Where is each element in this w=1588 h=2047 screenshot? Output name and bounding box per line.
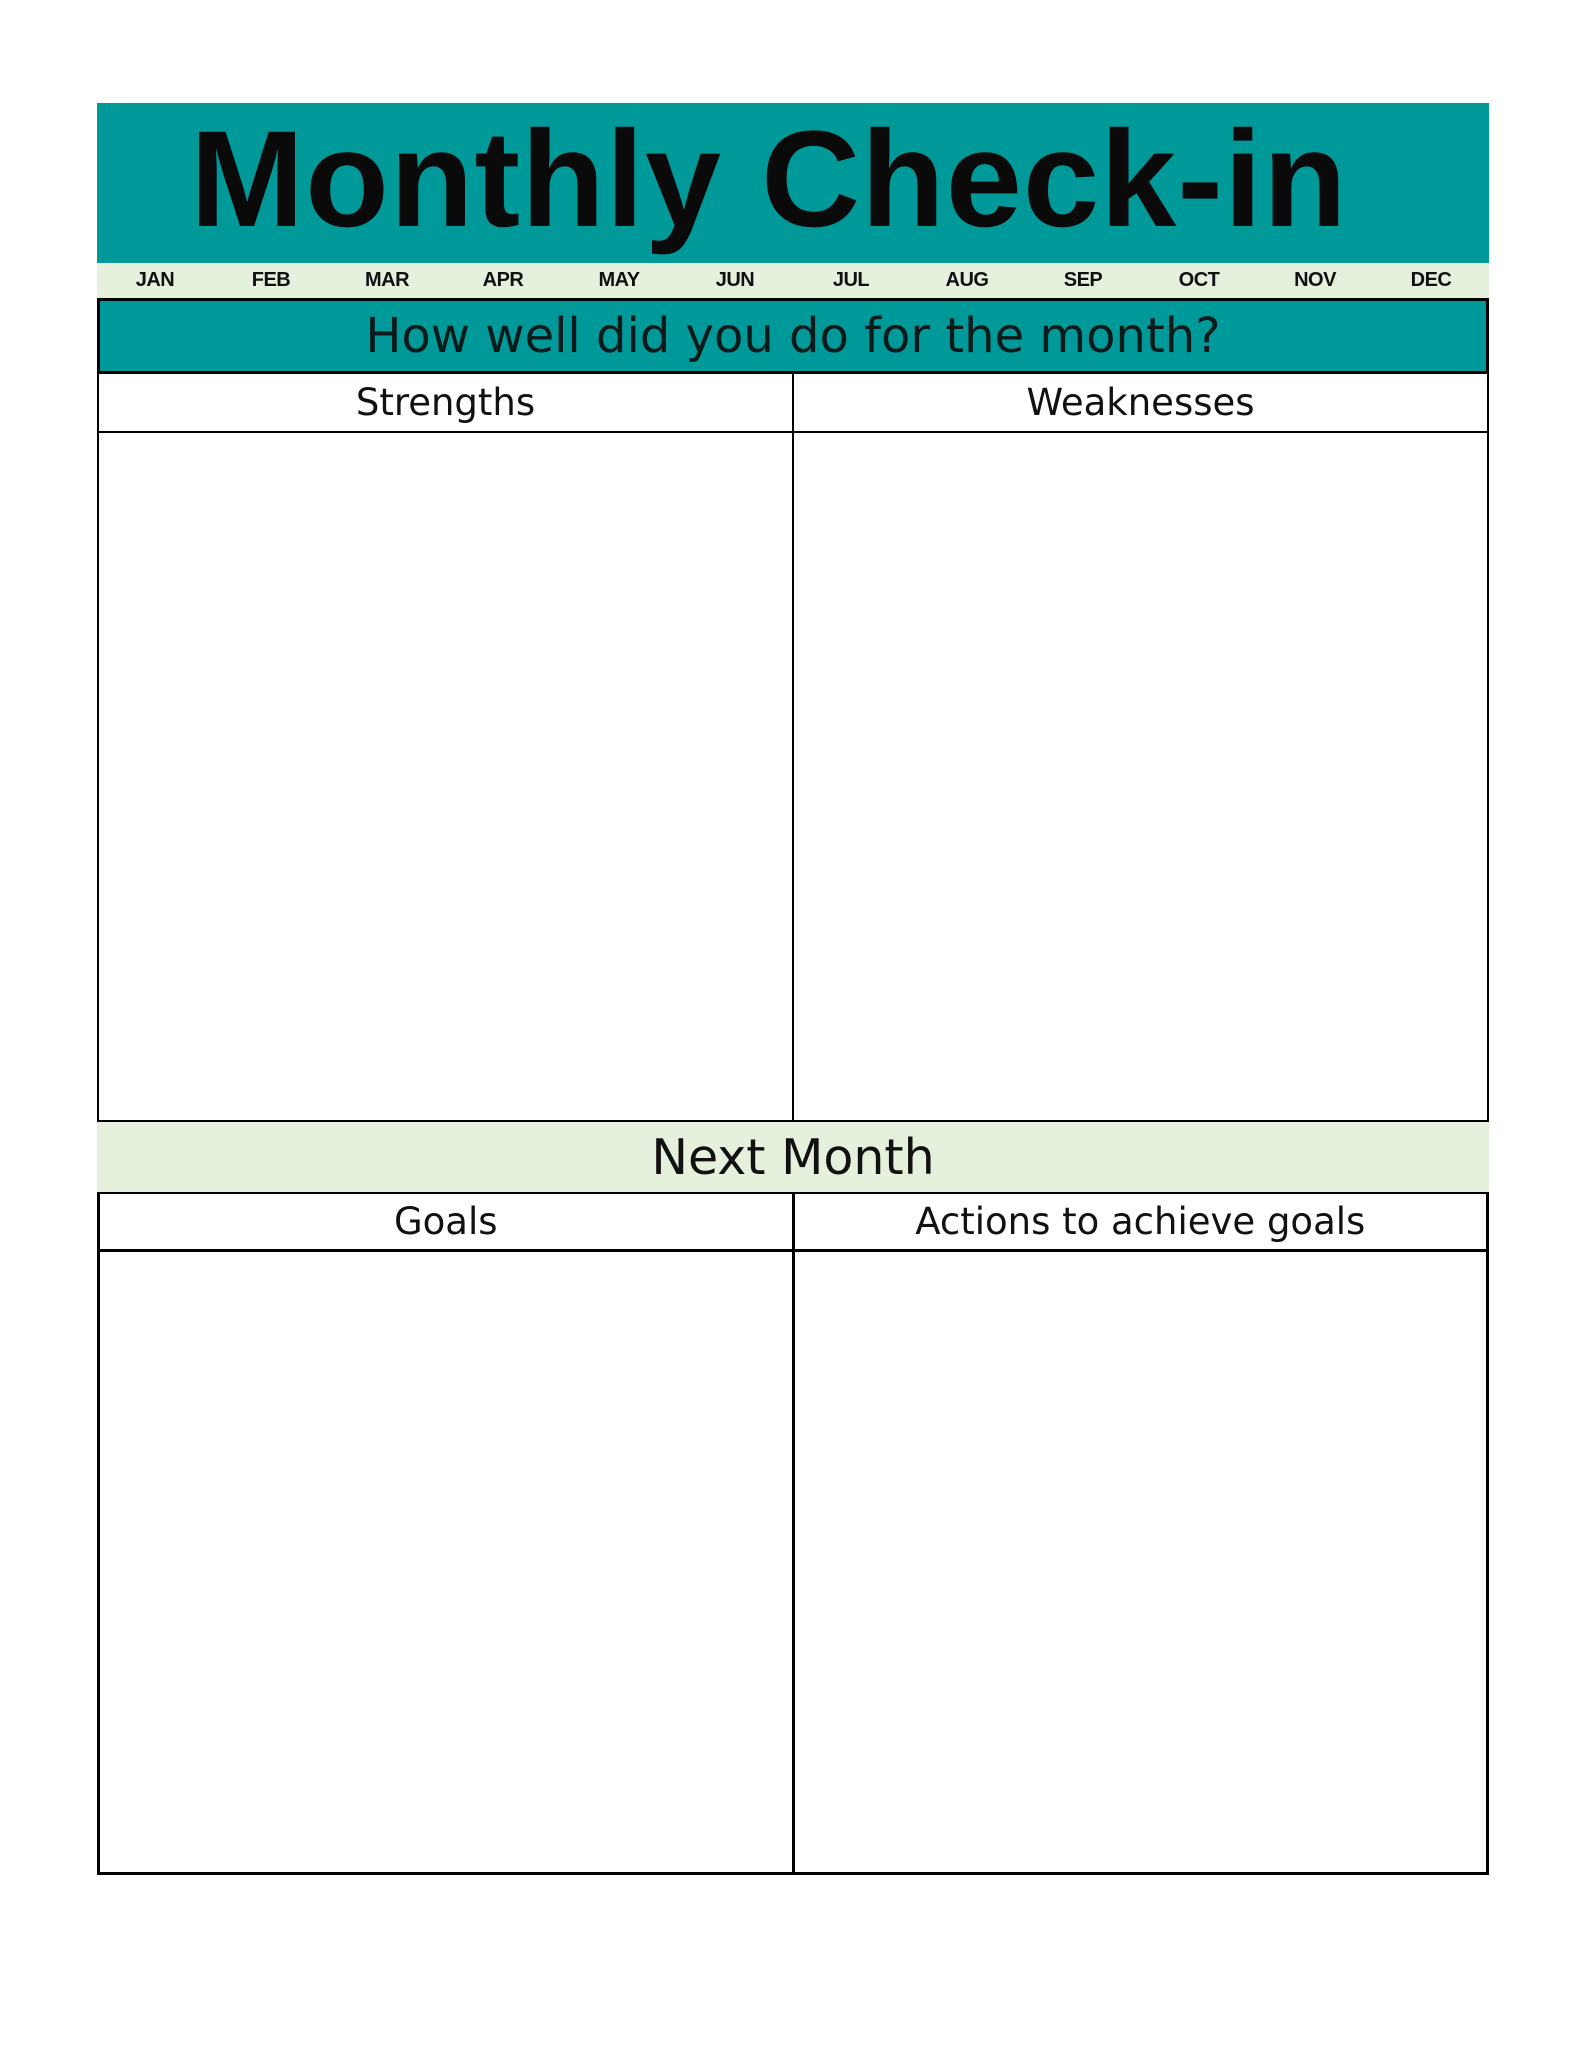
month-apr[interactable]: APR [482, 269, 524, 291]
month-mar[interactable]: MAR [364, 269, 410, 291]
plan-header-row [100, 1194, 1486, 1252]
title-bar [97, 103, 1489, 263]
strengths-area[interactable] [99, 433, 794, 1120]
actions-area[interactable] [795, 1252, 1487, 1872]
goals-header: Goals [100, 1194, 795, 1249]
plan-table [97, 1194, 1489, 1875]
weaknesses-header: Weaknesses [1026, 381, 1255, 424]
month-jan[interactable]: JAN [135, 269, 175, 291]
month-aug[interactable]: AUG [945, 269, 989, 291]
review-header-row [99, 374, 1487, 433]
month-nov[interactable]: NOV [1294, 269, 1336, 291]
month-sep[interactable]: SEP [1063, 269, 1103, 291]
next-month-bar: Next Month [97, 1120, 1489, 1194]
month-jun[interactable]: JUN [715, 269, 755, 291]
month-feb[interactable]: FEB [251, 269, 291, 291]
month-jul[interactable]: JUL [832, 269, 870, 291]
review-table [97, 374, 1489, 1120]
strengths-header: Strengths [99, 374, 794, 431]
goals-area[interactable] [100, 1252, 795, 1872]
plan-body-row [100, 1252, 1486, 1875]
page-title: Monthly Check-in [190, 103, 1348, 256]
review-question: How well did you do for the month? [97, 298, 1489, 374]
check-in-sheet [97, 103, 1489, 1875]
weaknesses-area[interactable] [794, 433, 1487, 1120]
month-may[interactable]: MAY [598, 269, 640, 291]
month-strip [97, 263, 1489, 298]
actions-header: Actions to achieve goals [915, 1200, 1366, 1243]
month-oct[interactable]: OCT [1178, 269, 1220, 291]
month-dec[interactable]: DEC [1410, 269, 1452, 291]
review-body-row [99, 433, 1487, 1120]
